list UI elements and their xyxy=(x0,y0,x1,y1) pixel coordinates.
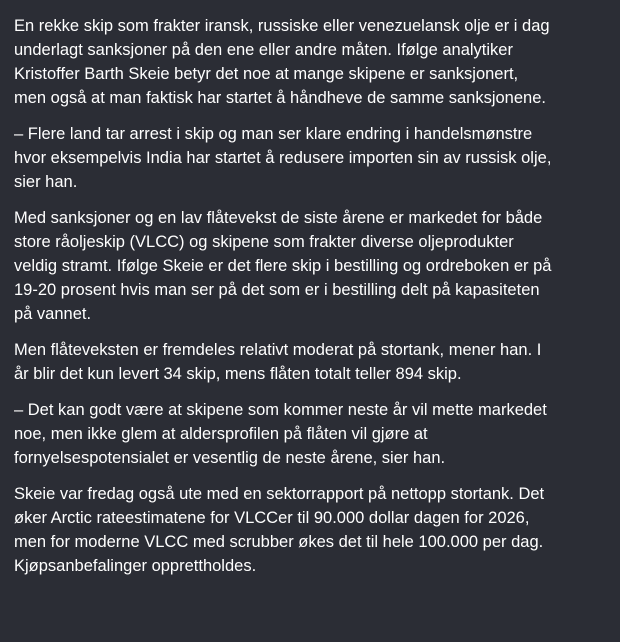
paragraph-sector-report: Skeie var fredag også ute med en sektorrapport på nettopp stortank. Det øker Arctic rateestimatene for VLCCer til 90.000 dollar dagen for 2026, men for moderne VLCC med scrubber økes det til hele 100.000 per dag. Kjøpsanbefalinger opprettholdes. xyxy=(14,485,545,575)
paragraph-sanctions: En rekke skip som frakter iransk, russiske eller venezuelansk olje er i dag underlagt sanksjoner på den ene eller andre måten. Ifølge analytiker Kristoffer Barth Skeie betyr det noe at mange skipene er sanksjonert, men også at man faktisk har startet å håndheve de samme sanksjonene. xyxy=(14,17,550,107)
paragraph-market: Med sanksjoner og en lav flåtevekst de siste årene er markedet for både store råoljeskip (VLCC) og skipene som frakter diverse oljeprodukter veldig stramt. Ifølge Skeie er det flere skip i bestilling og ordreboken er på 19-20 prosent hvis man ser på det som er i bestilling delt på kapasiteten på vannet. xyxy=(14,209,552,323)
paragraph-quote-arrest: – Flere land tar arrest i skip og man ser klare endring i handelsmønstre hvor eksempelvis India har startet å redusere importen sin av russisk olje, sier han. xyxy=(14,125,552,191)
paragraph-quote-age-profile: – Det kan godt være at skipene som kommer neste år vil mette markedet noe, men ikke glem at aldersprofilen på flåten vil gjøre at fornyelsespotensialet er vesentlig de neste årene, sier han. xyxy=(14,401,547,467)
paragraph-fleet-growth: Men flåteveksten er fremdeles relativt moderat på stortank, mener han. I år blir det kun levert 34 skip, mens flåten totalt teller 894 skip. xyxy=(14,341,542,383)
